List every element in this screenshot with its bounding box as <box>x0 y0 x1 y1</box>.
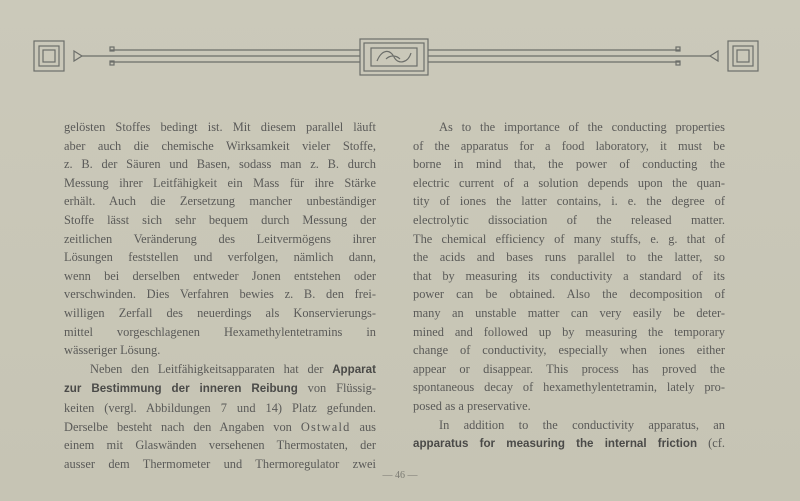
text-line: wässeriger Lösung. <box>64 343 161 358</box>
text-line: mined and followed up by measuring the temporary <box>413 324 725 339</box>
text-line: that by measuring its conductivity a standard of its <box>413 268 725 283</box>
text-line: many an unstable matter can very easily be deter- <box>413 305 725 320</box>
text-line <box>64 379 376 399</box>
text-line: wenn bei derselben entweder Jonen entstehen oder <box>64 268 376 283</box>
text-line: keiten (vergl. Abbildungen 7 und 14) Platz gefunden. <box>64 400 376 415</box>
text-line: As to the importance of the conducting properties <box>439 120 725 134</box>
text-line: ausser dem Thermometer und Thermoregulator zwei <box>64 456 376 471</box>
text-line: erhält. Auch die Zersetzung mancher unbeständiger <box>64 194 376 209</box>
text-line <box>413 434 725 454</box>
text-segment: Neben den Leitfähigkeitsapparaten hat der <box>90 361 324 376</box>
header-ornament <box>30 35 762 79</box>
text-line: willigen Zerfall des neuerdings als Konservierungs- <box>64 305 376 320</box>
text-line: tity of iones the latter contains, i. e. the degree of <box>413 194 725 209</box>
text-line: mittel vorgeschlagenen Hexamethylentetramins in <box>64 324 376 339</box>
text-line: Stoffe lässt sich sehr bequem durch Messung der <box>64 212 376 227</box>
ornament-border-icon <box>30 35 762 79</box>
text-segment: aus <box>350 419 376 434</box>
text-line: electric current of a solution depends upon the quan- <box>413 175 725 190</box>
text-line: posed as a preservative. <box>413 398 531 413</box>
text-line: zeitlichen Veränderung des Leitvermögens ihrer <box>64 231 376 246</box>
text-line: borne in mind that, the power of conducting the <box>413 157 725 172</box>
text-line: of the apparatus for a food laboratory, it must be <box>413 138 725 153</box>
text-line: Lösungen feststellen und verfolgen, nämlich dann, <box>64 250 376 265</box>
text-line: verschwinden. Dies Verfahren bewies z. B. den frei- <box>64 287 376 302</box>
text-line: gelösten Stoffes bedingt ist. Mit diesem parallel läuft <box>64 120 376 134</box>
text-line: Messung ihrer Leitfähigkeit ein Mass für ihre Stärke <box>64 175 376 190</box>
text-segment: von Flüssig- <box>297 381 376 396</box>
text-line: z. B. der Säuren und Basen, sodass man z. B. durch <box>64 157 376 172</box>
english-column <box>413 118 725 454</box>
text-line: spontaneous decay of hexamethylentetramin, lately pro- <box>413 380 725 395</box>
page-number: — 46 — <box>382 470 418 481</box>
text-segment: (cf. <box>697 436 726 451</box>
german-column <box>64 118 376 473</box>
bold-term: zur Bestimmung der inneren Reibung <box>64 382 298 396</box>
text-line <box>64 360 376 380</box>
text-line: power can be obtained. Also the decomposition of <box>413 287 725 302</box>
text-line: aber auch die chemische Wirksamkeit vieler Stoffe, <box>64 138 376 153</box>
bold-term: Apparat <box>332 362 376 376</box>
text-line: The chemical efficiency of many stuffs, e. g. that of <box>413 231 725 246</box>
text-line: electrolytic dissociation of the released matter. <box>413 212 725 227</box>
bold-term: apparatus for measuring the internal friction <box>413 437 698 451</box>
text-line: the acids and bases runs parallel to the latter, so <box>413 250 725 265</box>
text-line: change of conductivity, especially when iones either <box>413 343 725 358</box>
text-line: appear or disappear. This process has proved the <box>413 361 725 376</box>
author-name: Ostwald <box>300 419 351 434</box>
text-line: einem mit Glaswänden versehenen Thermostaten, der <box>64 438 376 453</box>
text-line <box>64 418 376 437</box>
text-segment: Derselbe besteht nach den Angaben von <box>64 419 292 434</box>
text-line: In addition to the conductivity apparatus, an <box>439 417 725 432</box>
